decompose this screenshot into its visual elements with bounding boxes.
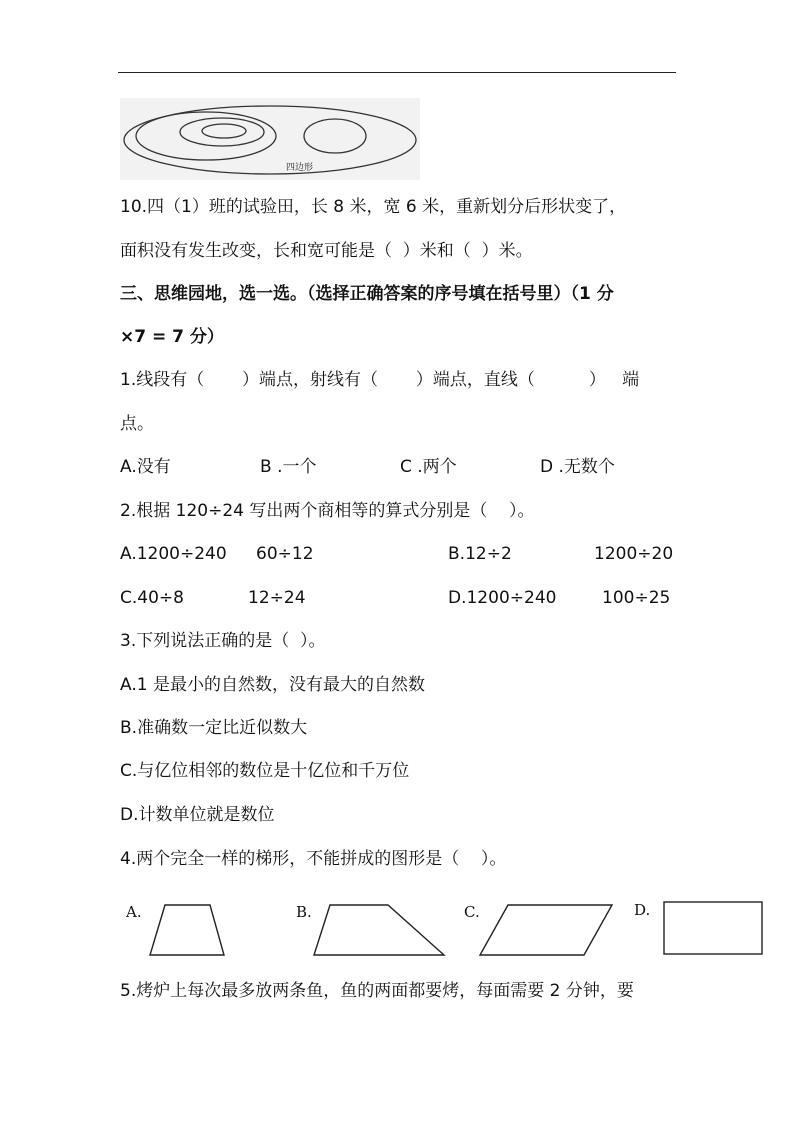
q4-shape-label-d: D. <box>634 901 651 919</box>
q4-question: 4.两个完全一样的梯形，不能拼成的图形是（ ）。 <box>120 849 507 869</box>
venn-right-ellipse <box>304 119 366 153</box>
q2-option-c-expr1: C.40÷8 <box>120 588 184 608</box>
q3-question: 3.下列说法正确的是（ ）。 <box>120 631 326 651</box>
q2-option-a-expr2: 60÷12 <box>256 544 314 564</box>
q2-option-c-expr2: 12÷24 <box>248 588 306 608</box>
q2-option-b-expr1: B.12÷2 <box>448 544 512 564</box>
q1-option-a: A.没有 <box>120 457 171 477</box>
q10-line2: 面积没有发生改变，长和宽可能是（ ）米和（ ）米。 <box>120 241 533 261</box>
quadrilateral-venn-diagram <box>120 98 420 180</box>
q5-question: 5.烤炉上每次最多放两条鱼，鱼的两面都要烤，每面需要 2 分钟，要 <box>120 981 634 1001</box>
q2-option-a-expr1: A.1200÷240 <box>120 544 227 564</box>
section3-heading-line2: ×7 = 7 分） <box>120 327 224 347</box>
section3-heading-line1: 三、思维园地，选一选。（选择正确答案的序号填在括号里）（1 分 <box>120 284 614 304</box>
q4-shape-label-b: B. <box>296 903 312 921</box>
q1-option-c: C .两个 <box>400 457 457 477</box>
q4-shape-label-a: A. <box>126 903 142 921</box>
q1-line1: 1.线段有（ ）端点，射线有（ ）端点，直线（ ） 端 <box>120 370 640 390</box>
venn-middle-ellipse <box>180 118 264 146</box>
q2-question: 2.根据 120÷24 写出两个商相等的算式分别是（ ）。 <box>120 501 535 521</box>
q2-option-d-expr1: D.1200÷240 <box>448 588 557 608</box>
header-rule <box>118 72 676 73</box>
isosceles-trapezoid-shape <box>148 900 228 958</box>
right-trapezoid-shape <box>312 900 448 958</box>
q3-option-b: B.准确数一定比近似数大 <box>120 718 308 738</box>
venn-label: 四边形 <box>286 163 314 173</box>
q1-option-d: D .无数个 <box>540 457 615 477</box>
rectangle-shape <box>662 900 764 958</box>
q4-shape-label-c: C. <box>464 903 480 921</box>
parallelogram-shape <box>478 900 616 958</box>
q1-line2: 点。 <box>120 414 154 434</box>
q1-option-b: B .一个 <box>260 457 317 477</box>
q2-option-d-expr2: 100÷25 <box>602 588 671 608</box>
q3-option-c: C.与亿位相邻的数位是十亿位和千万位 <box>120 761 410 781</box>
venn-small-ellipse <box>202 124 246 138</box>
q10-line1: 10.四（1）班的试验田，长 8 米，宽 6 米，重新划分后形状变了， <box>120 197 627 217</box>
q3-option-d: D.计数单位就是数位 <box>120 805 275 825</box>
q2-option-b-expr2: 1200÷20 <box>594 544 674 564</box>
q3-option-a: A.1 是最小的自然数，没有最大的自然数 <box>120 675 425 695</box>
